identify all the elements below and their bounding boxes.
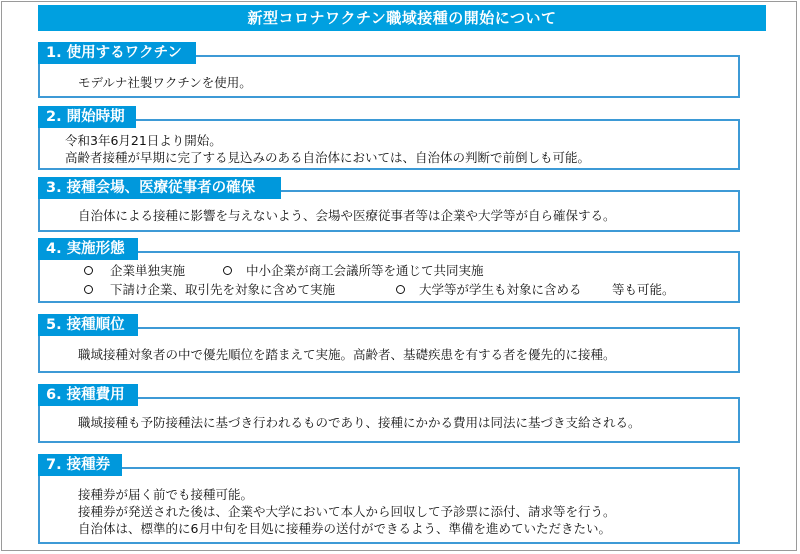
section-text: 職域接種対象者の中で優先順位を踏まえて実施。高齢者、基礎疾患を有する者を優先的に接種。	[78, 347, 616, 362]
section-text: モデルナ社製ワクチンを使用。	[78, 75, 252, 90]
section-heading: 6. 接種費用	[38, 384, 138, 406]
section-heading: 5. 接種順位	[38, 314, 138, 336]
section-text: 令和3年6月21日より開始。	[65, 133, 222, 148]
option-item: 企業単独実施	[110, 263, 186, 278]
section-heading: 7. 接種券	[38, 454, 122, 476]
option-item: 下請け企業、取引先を対象に含めて実施	[110, 282, 336, 297]
option-item: 中小企業が商工会議所等を通じて共同実施	[246, 263, 484, 278]
section-text: 自治体は、標準的に6月中旬を目処に接種券の送付ができるよう、準備を進めていただきたい。	[78, 521, 611, 536]
section-text: 高齢者接種が早期に完了する見込みのある自治体においては、自治体の判断で前倒しも可能。	[65, 150, 591, 165]
circle-bullet-icon	[84, 285, 93, 294]
circle-bullet-icon	[396, 285, 405, 294]
page-title: 新型コロナワクチン職域接種の開始について	[38, 5, 766, 31]
section-heading: 2. 開始時期	[38, 106, 136, 128]
section-text: 接種券が届く前でも接種可能。	[78, 487, 254, 502]
option-item: 大学等が学生も対象に含める	[419, 282, 582, 297]
section-heading: 4. 実施形態	[38, 238, 138, 260]
section-text: 接種券が発送された後は、企業や大学において本人から回収して予診票に添付、請求等を行う。	[78, 504, 616, 519]
circle-bullet-icon	[223, 266, 232, 275]
option-suffix: 等も可能。	[612, 282, 675, 297]
circle-bullet-icon	[84, 266, 93, 275]
section-heading: 3. 接種会場、医療従事者の確保	[38, 177, 281, 199]
section-heading: 1. 使用するワクチン	[38, 42, 196, 64]
section-text: 職域接種も予防接種法に基づき行われるものであり、接種にかかる費用は同法に基づき支給される。	[78, 415, 641, 430]
section-text: 自治体による接種に影響を与えないよう、会場や医療従事者等は企業や大学等が自ら確保する。	[78, 208, 616, 223]
